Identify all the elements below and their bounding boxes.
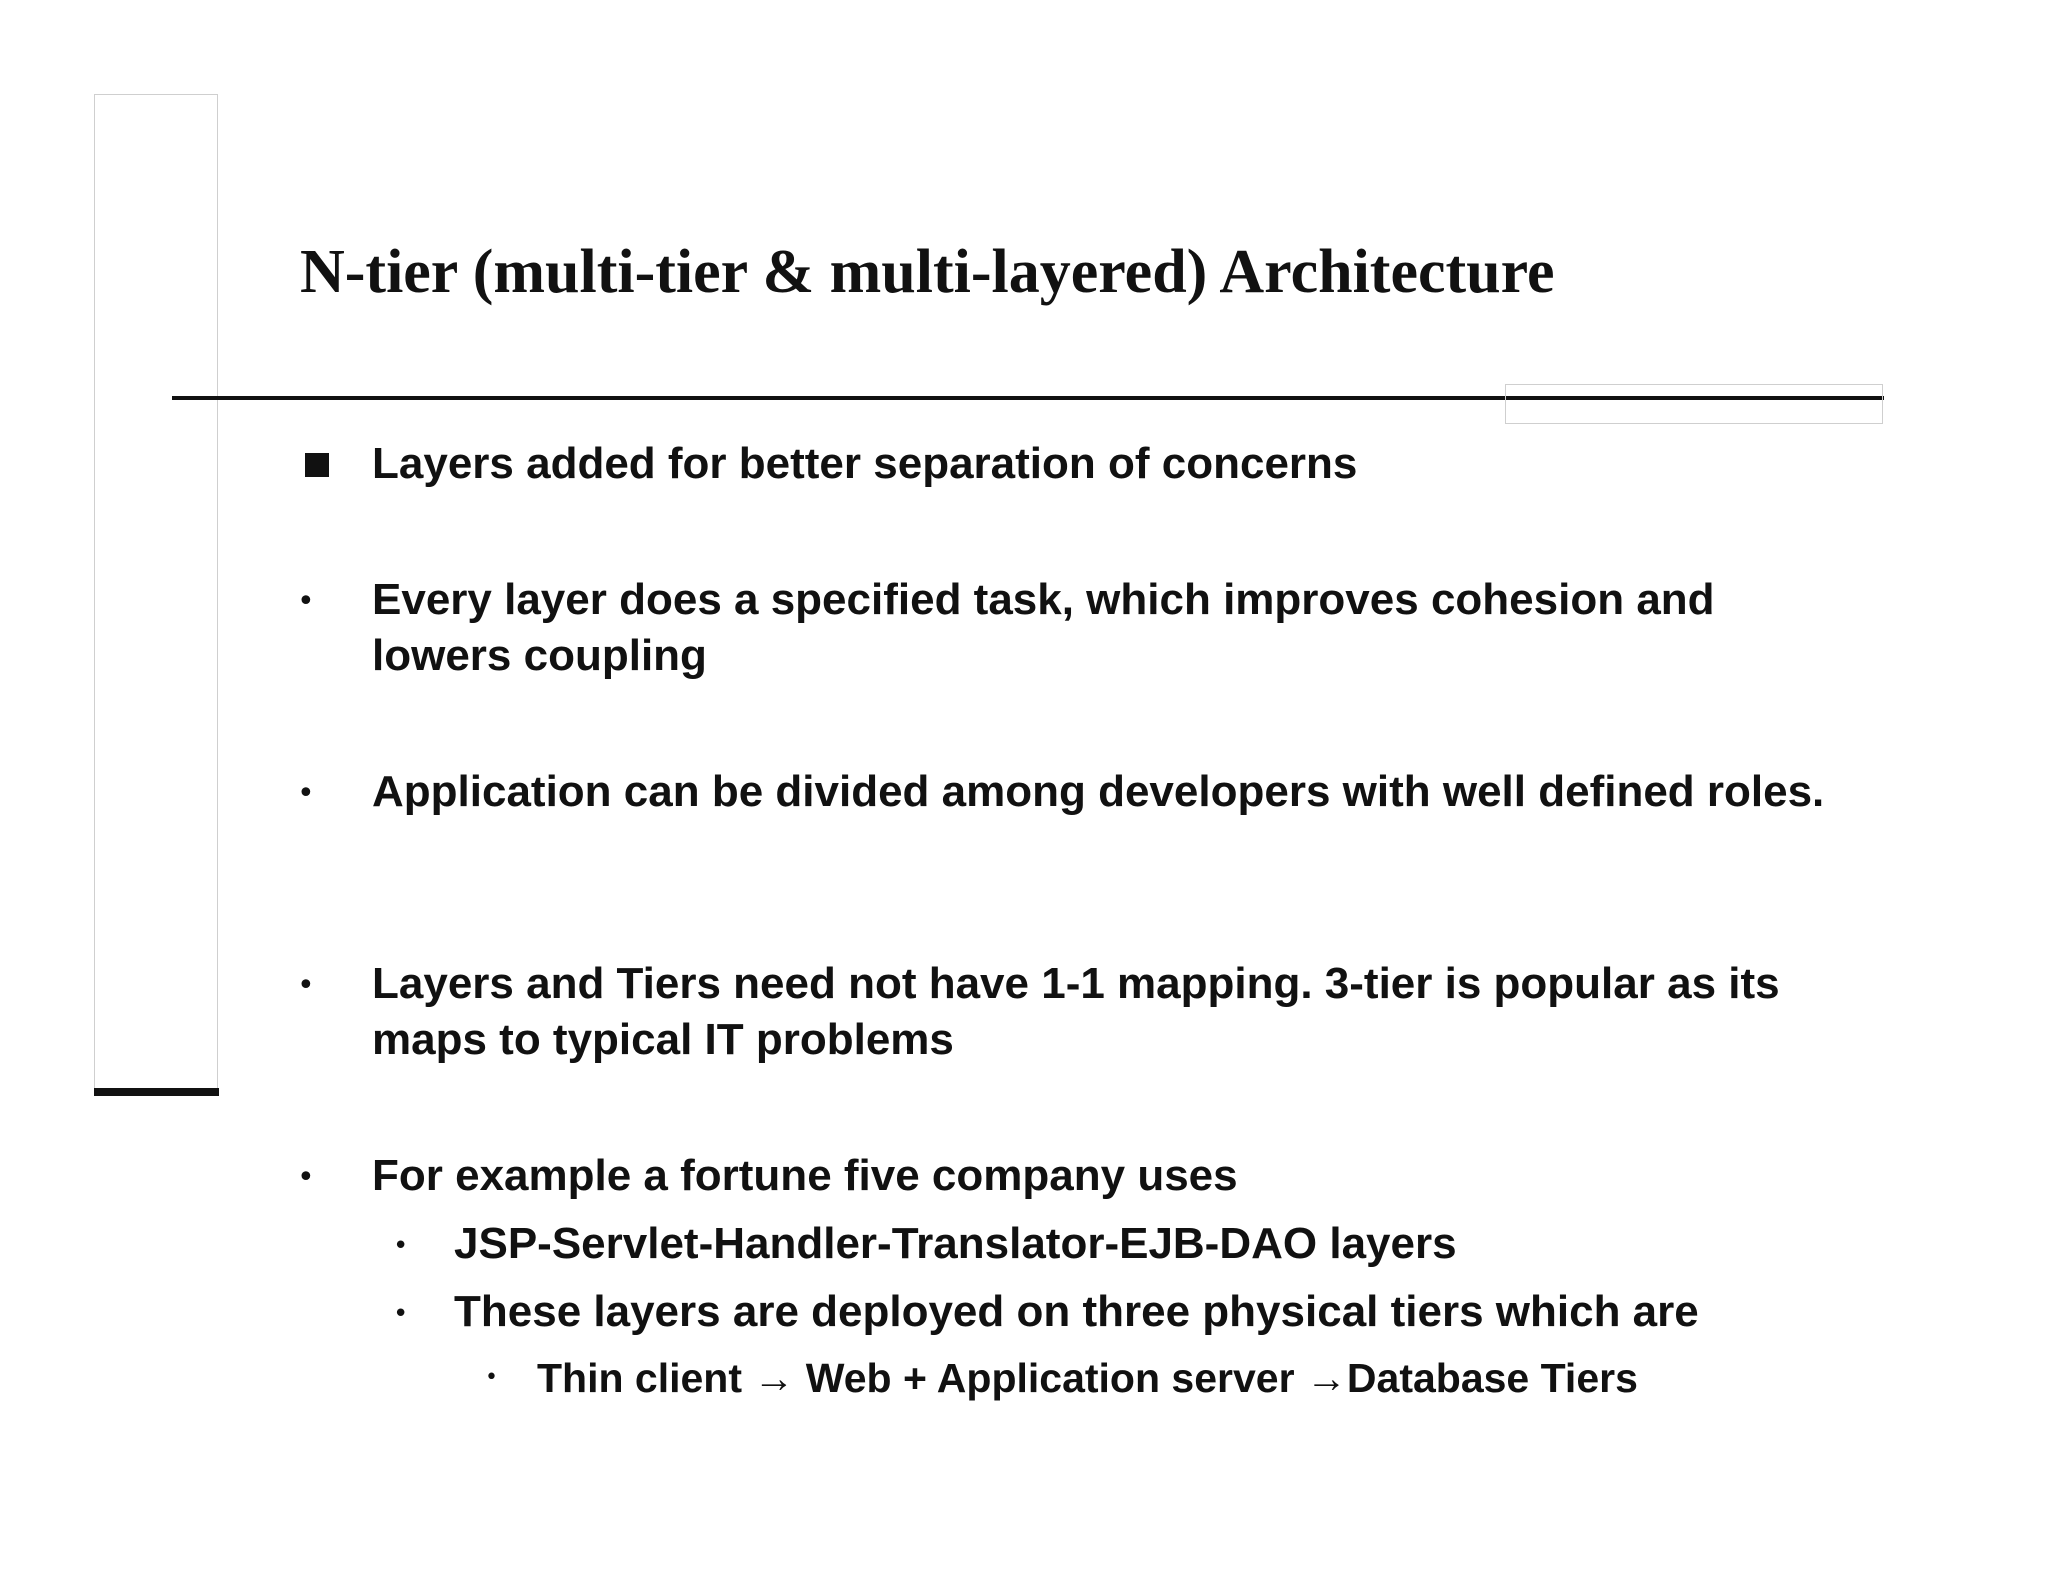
sub-bullet-item: These layers are deployed on three physical tiers which are	[454, 1287, 1699, 1336]
bullet-dot-icon: •	[297, 584, 315, 619]
left-frame-bar	[94, 1088, 219, 1096]
bullet-item: Every layer does a specified task, which improves cohesion and lowers coupling	[372, 575, 1715, 680]
sub-bullet-item: JSP-Servlet-Handler-Translator-EJB-DAO layers	[454, 1219, 1457, 1268]
sub-sub-bullet-item: Thin client → Web + Application server →Database Tiers	[537, 1355, 1638, 1401]
bullet-item: Application can be divided among developers with well defined roles.	[372, 767, 1825, 816]
sub-bullet-dot-icon: •	[393, 1299, 409, 1329]
sub-sub-bullet-dot-icon: •	[485, 1365, 498, 1390]
bullet-item: For example a fortune five company uses	[372, 1151, 1238, 1200]
left-frame-decoration	[94, 94, 218, 1088]
bullet-dot-icon: •	[297, 776, 315, 811]
bullet-item: Layers and Tiers need not have 1-1 mapping. 3-tier is popular as its maps to typical IT problems	[372, 959, 1780, 1064]
bullet-dot-icon: •	[297, 968, 315, 1003]
sub-bullet-dot-icon: •	[393, 1231, 409, 1261]
slide-title: N-tier (multi-tier & multi-layered) Architecture	[300, 238, 1555, 306]
bullet-item: Layers added for better separation of concerns	[372, 439, 1358, 488]
rule-box-decoration	[1505, 384, 1883, 424]
bullet-dot-icon: •	[297, 1160, 315, 1195]
square-bullet-icon	[305, 453, 329, 477]
